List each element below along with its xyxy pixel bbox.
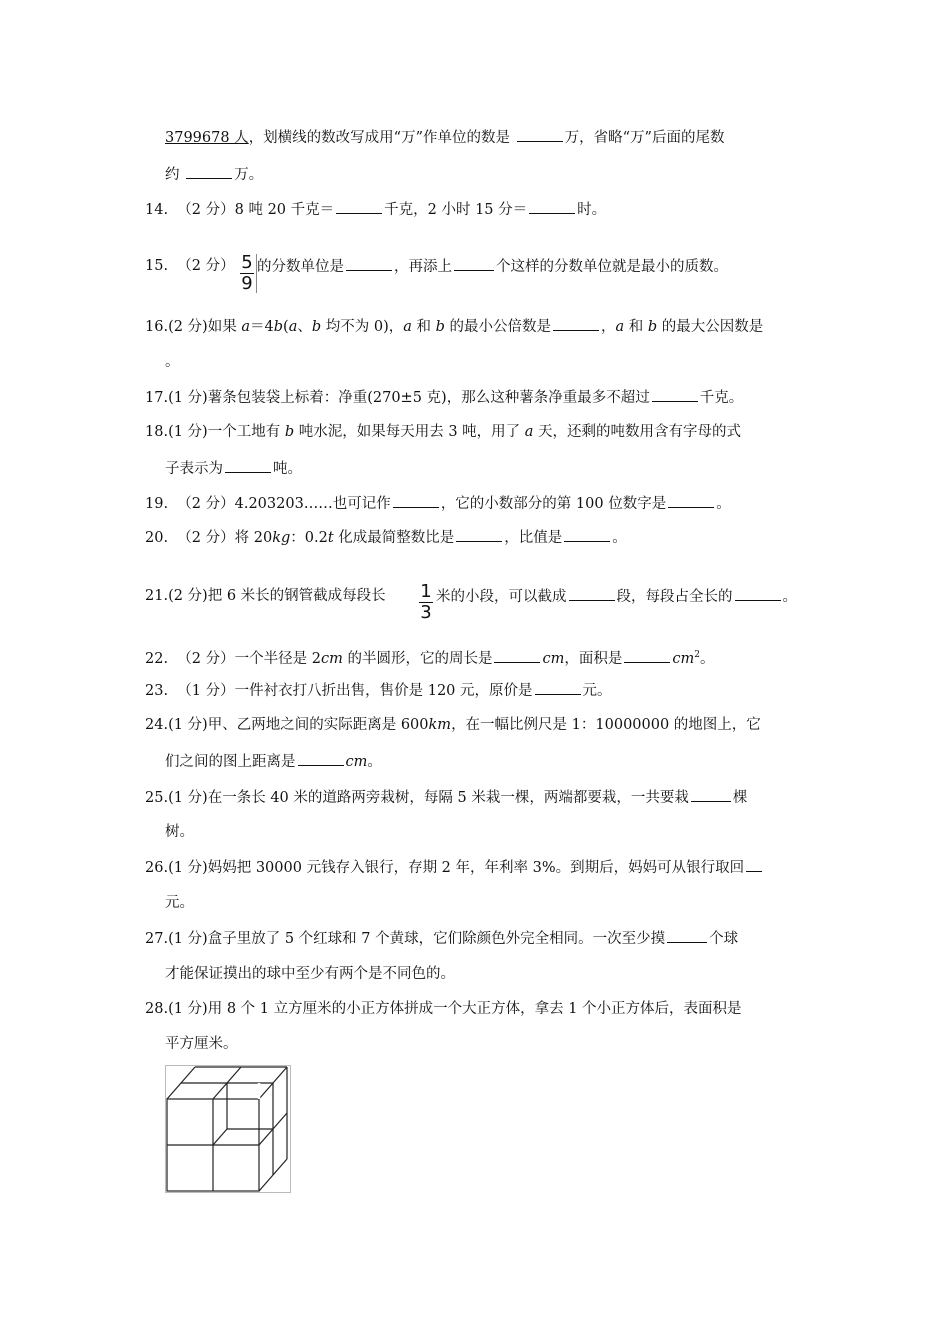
question-points: (1 分) <box>168 424 208 440</box>
answer-blank[interactable] <box>569 586 615 601</box>
question-number: 23. <box>145 683 169 699</box>
answer-blank[interactable] <box>186 164 232 179</box>
question-points: （2 分） <box>177 496 235 512</box>
question-25: 25.(1 分)在一条长 40 米的道路两旁栽树，每隔 5 米栽一棵，两端都要栽，一共要栽 棵 <box>145 787 747 808</box>
question-24-line2: 们之间的图上距离是 cm。 <box>165 751 382 772</box>
answer-blank[interactable] <box>735 586 781 601</box>
answer-blank[interactable] <box>652 387 698 402</box>
question-number: 19. <box>145 496 169 512</box>
question-number: 15. <box>145 258 169 274</box>
answer-blank[interactable] <box>346 256 392 271</box>
question-number: 24. <box>145 717 169 733</box>
question-number: 27. <box>145 931 169 947</box>
question-14: 14. （2 分）8 吨 20 千克＝ 千克，2 小时 15 分＝ 时。 <box>145 199 606 220</box>
question-18: 18.(1 分)一个工地有 b 吨水泥，如果每天用去 3 吨，用了 a 天，还剩的吨数用含有字母的式 <box>145 424 742 440</box>
question-number: 28. <box>145 1001 169 1017</box>
q13-line2: 约 万。 <box>165 164 263 185</box>
question-27-line2: 才能保证摸出的球中至少有两个是不同色的。 <box>165 966 455 982</box>
question-15 <box>145 256 235 276</box>
question-16: 16.(2 分)如果 a＝4b(a、b 均不为 0)，a 和 b 的最小公倍数是 ，a 和 b 的最大公因数是 <box>145 316 763 337</box>
answer-blank[interactable] <box>691 787 731 802</box>
question-23: 23. （1 分）一件衬衣打八折出售，售价是 120 元，原价是 元。 <box>145 680 612 701</box>
underlined-number: 3799678 人 <box>165 130 249 146</box>
answer-blank[interactable] <box>667 928 707 943</box>
question-25-line2: 树。 <box>165 824 194 840</box>
answer-blank[interactable] <box>535 680 581 695</box>
question-22: 22. （2 分）一个半径是 2cm 的半圆形，它的周长是 cm，面积是 $cm^2$。 <box>145 645 714 669</box>
answer-blank[interactable] <box>393 493 439 508</box>
answer-blank[interactable] <box>517 127 563 142</box>
question-points: （2 分） <box>177 530 235 546</box>
answer-blank[interactable] <box>553 316 599 331</box>
answer-blank[interactable] <box>454 256 494 271</box>
question-number: 16. <box>145 319 169 335</box>
answer-blank[interactable] <box>456 527 502 542</box>
question-number: 18. <box>145 424 169 440</box>
question-17: 17.(1 分)薯条包装袋上标着：净重(270±5 克)，那么这种薯条净重最多不超过 千克。 <box>145 387 743 408</box>
question-points: (1 分) <box>168 717 208 733</box>
answer-blank[interactable] <box>564 527 610 542</box>
question-points: （1 分） <box>177 683 235 699</box>
question-points: (1 分) <box>168 860 208 876</box>
question-points: (1 分) <box>168 790 208 806</box>
answer-blank[interactable] <box>668 493 714 508</box>
answer-blank[interactable] <box>298 751 344 766</box>
question-number: 25. <box>145 790 169 806</box>
question-points: (1 分) <box>168 1001 208 1017</box>
question-24: 24.(1 分)甲、乙两地之间的实际距离是 600km，在一幅比例尺是 1：10000000 的地图上，它 <box>145 717 761 733</box>
answer-blank[interactable] <box>624 648 670 663</box>
question-18-line2: 子表示为 吨。 <box>165 458 302 479</box>
question-21: 21.(2 分)把 6 米长的钢管截成每段长 <box>145 588 386 604</box>
question-28-line2: 平方厘米。 <box>165 1036 238 1052</box>
question-28: 28.(1 分)用 8 个 1 立方厘米的小正方体拼成一个大正方体，拿去 1 个小正方体后，表面积是 <box>145 1001 742 1017</box>
question-points: (2 分) <box>168 588 208 604</box>
question-26: 26.(1 分)妈妈把 30000 元钱存入银行，存期 2 年，年利率 3%。到期后，妈妈可从银行取回 <box>145 857 764 878</box>
question-26-line2: 元。 <box>165 895 194 911</box>
question-points: (1 分) <box>168 390 208 406</box>
question-16-line2: 。 <box>165 354 180 370</box>
question-number: 26. <box>145 860 169 876</box>
question-20: 20. （2 分）将 20kg：0.2t 化成最简整数比是 ，比值是 。 <box>145 527 627 548</box>
question-15-text: 的分数单位是 ，再添上 个这样的分数单位就是最小的质数。 <box>257 256 728 277</box>
question-points: （2 分） <box>177 650 235 667</box>
question-number: 22. <box>145 650 169 667</box>
question-points: （2 分） <box>177 258 235 274</box>
question-number: 14. <box>145 202 169 218</box>
question-27: 27.(1 分)盒子里放了 5 个红球和 7 个黄球，它们除颜色外完全相同。一次至少摸 个球 <box>145 928 738 949</box>
answer-blank[interactable] <box>494 648 540 663</box>
answer-blank[interactable] <box>529 199 575 214</box>
fraction-5-9: $\frac{5}{9}$ <box>238 254 259 293</box>
cube-figure <box>165 1065 291 1193</box>
question-points: (1 分) <box>168 931 208 947</box>
answer-blank[interactable] <box>336 199 382 214</box>
question-points: (2 分) <box>168 319 208 335</box>
question-points: （2 分） <box>177 202 235 218</box>
question-19: 19. （2 分）4.203203……也可记作 ，它的小数部分的第 100 位数字是 。 <box>145 493 731 514</box>
question-number: 20. <box>145 530 169 546</box>
q13-line1: 3799678 人，划横线的数改写成用“万”作单位的数是 万，省略“万”后面的尾数 <box>165 127 724 148</box>
question-number: 21. <box>145 588 169 604</box>
answer-blank[interactable] <box>225 458 271 473</box>
question-21-text: 米的小段，可以截成 段，每段占全长的 。 <box>436 586 797 607</box>
question-number: 17. <box>145 390 169 406</box>
answer-blank[interactable] <box>746 857 762 872</box>
fraction-1-3: $\frac{1}{3}$ <box>420 581 432 623</box>
